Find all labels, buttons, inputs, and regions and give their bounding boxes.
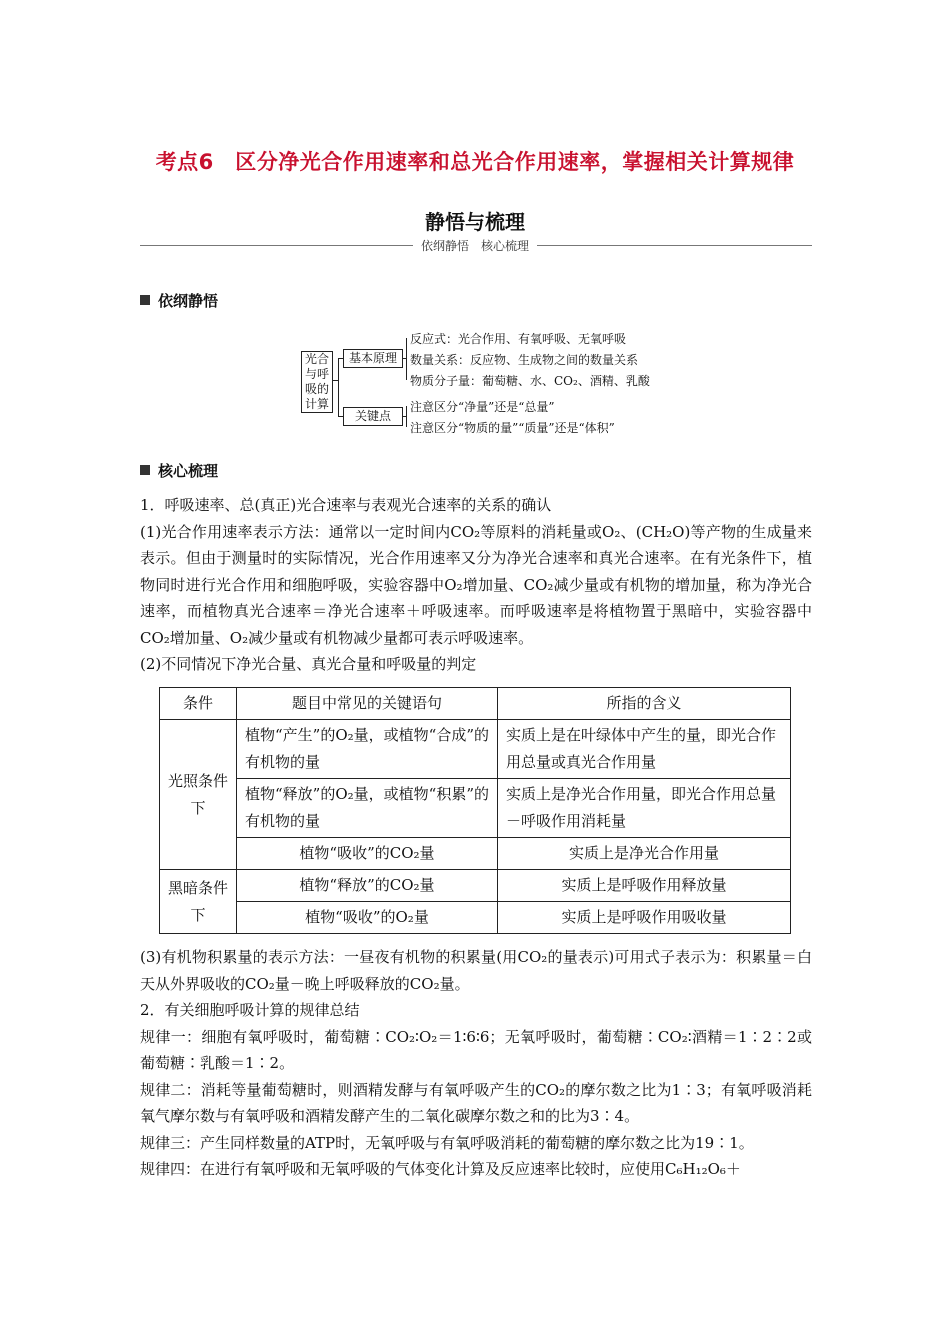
table-row	[160, 902, 791, 934]
table-cell-condition: 光照条件下	[160, 720, 237, 870]
paragraph: (1)光合作用速率表示方法：通常以一定时间内CO₂等原料的消耗量或O₂、(CH₂O)等产物的生成量来表示。但由于测量时的实际情况，光合作用速率又分为净光合速率和真光合速率。在有光条件下，植物同时进行光合作用和细胞呼吸，实验容器中O₂增加量、CO₂减少量或有机物的增加量，称为净光合速率，而植物真光合速率＝净光合速率＋呼吸速率。而呼吸速率是将植物置于黑暗中，实验容器中CO₂增加量、O₂减少量或有机物减少量都可表示呼吸速率。	[140, 522, 812, 647]
mindmap-branch-key: 关键点	[343, 407, 403, 426]
table-header: 题目中常见的关键语句	[237, 688, 498, 720]
table-cell: 实质上是在叶绿体中产生的量，即光合作用总量或真光合作用量	[498, 720, 791, 779]
table-cell: 实质上是净光合作用量	[498, 838, 791, 870]
table-row	[160, 838, 791, 870]
table-header-row	[160, 688, 791, 720]
square-bullet-icon	[140, 295, 150, 305]
paragraph: (3)有机物积累量的表示方法：一昼夜有机物的积累量(用CO₂的量表示)可用式子表示为：积累量＝白天从外界吸收的CO₂量－晚上呼吸释放的CO₂量。	[140, 948, 812, 993]
mindmap-item: 物质分子量：葡萄糖、水、CO₂、酒精、乳酸	[410, 374, 650, 388]
paragraph: 规律二：消耗等量葡萄糖时，则酒精发酵与有氧呼吸产生的CO₂的摩尔数之比为1∶3；有氧呼吸消耗氧气摩尔数与有氧呼吸和酒精发酵产生的二氧化碳摩尔数之和的比为3∶4。	[140, 1080, 812, 1125]
table-row	[160, 870, 791, 902]
table-cell: 实质上是呼吸作用释放量	[498, 870, 791, 902]
table-cell: 实质上是净光合作用量，即光合作用总量－呼吸作用消耗量	[498, 779, 791, 838]
table-cell-condition: 黑暗条件下	[160, 870, 237, 934]
body-block-1	[140, 492, 812, 678]
mindmap-item: 注意区分“物质的量”“质量”还是“体积”	[410, 421, 615, 435]
mindmap-root: 光合 与呼 吸的 计算	[301, 351, 333, 413]
table-cell: 植物“吸收”的CO₂量	[237, 838, 498, 870]
mindmap-branch-basic: 基本原理	[343, 349, 403, 368]
mindmap-item: 反应式：光合作用、有氧呼吸、无氧呼吸	[410, 332, 627, 346]
table-header: 条件	[160, 688, 237, 720]
square-bullet-icon	[140, 465, 150, 475]
section-title: 静悟与梳理	[425, 210, 525, 234]
table-cell: 植物“产生”的O₂量，或植物“合成”的有机物的量	[237, 720, 498, 779]
table-cell: 实质上是呼吸作用吸收量	[498, 902, 791, 934]
mindmap-item: 注意区分“净量”还是“总量”	[410, 400, 555, 414]
table-row	[160, 779, 791, 838]
paragraph: (2)不同情况下净光合量、真光合量和呼吸量的判定	[140, 655, 477, 673]
judgement-table	[159, 687, 791, 934]
heading-hexin: 核心梳理	[140, 460, 218, 481]
section-subtitle: 依纲静悟 核心梳理	[0, 237, 950, 254]
body-block-2	[140, 944, 812, 1183]
mindmap-item: 数量关系：反应物、生成物之间的数量关系	[410, 353, 639, 367]
table-cell: 植物“吸收”的O₂量	[237, 902, 498, 934]
paragraph: 规律一：细胞有氧呼吸时，葡萄糖∶CO₂∶O₂＝1∶6∶6；无氧呼吸时，葡萄糖∶CO₂∶酒精＝1∶2∶2或葡萄糖∶乳酸＝1∶2。	[140, 1027, 812, 1072]
paragraph: 规律三：产生同样数量的ATP时，无氧呼吸与有氧呼吸消耗的葡萄糖的摩尔数之比为19∶1。	[140, 1133, 754, 1152]
paragraph: 1．呼吸速率、总(真正)光合速率与表观光合速率的关系的确认	[140, 496, 552, 514]
table-row	[160, 720, 791, 779]
table-header: 所指的含义	[498, 688, 791, 720]
paragraph: 规律四：在进行有氧呼吸和无氧呼吸的气体变化计算及反应速率比较时，应使用C₆H₁₂O₆＋	[140, 1160, 741, 1178]
heading-yigang: 依纲静悟	[140, 290, 218, 311]
paragraph: 2．有关细胞呼吸计算的规律总结	[140, 1001, 360, 1019]
table-cell: 植物“释放”的CO₂量	[237, 870, 498, 902]
page-title: 考点6 区分净光合作用速率和总光合作用速率，掌握相关计算规律	[155, 150, 795, 174]
table-cell: 植物“释放”的O₂量，或植物“积累”的有机物的量	[237, 779, 498, 838]
